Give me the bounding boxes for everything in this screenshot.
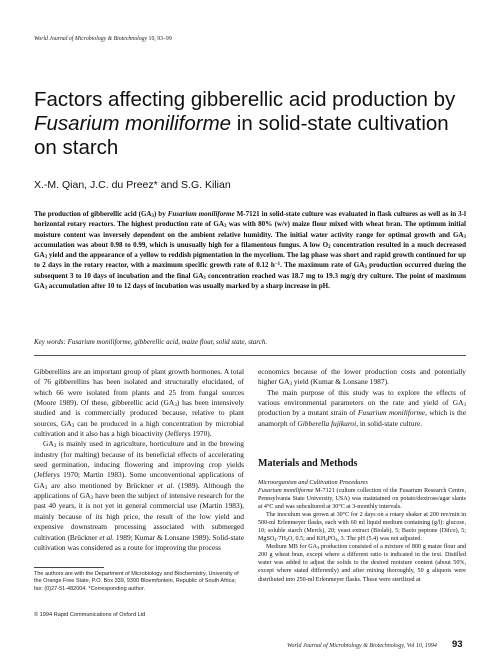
keywords-text: Fusarium moniliforme, gibberellic acid, maize flour, solid state, starch. (65, 338, 268, 346)
journal-citation: 10, 93–99 (147, 36, 172, 42)
methods-body (258, 487, 466, 584)
title-species: Fusarium moniliforme (34, 112, 232, 135)
methods-paragraph-1: Fusarium moniliforme M-7121 (culture collection of the Fusarium Research Centre, Pennsylvania State University, USA) was maintained on potato/dextrose/agar slants at 4°C and was subcultured at 30°C at 3-monthly intervals. (258, 488, 466, 511)
keywords (34, 338, 466, 346)
methods-paragraph-2: The inoculum was grown at 30°C for 2 days on a rotary shaker at 200 rev/min in 500-ml Erlenmeyer flasks, each with 60 ml liquid medium containing (g/l): glucose, 10; soluble starch (Merck), 20; yeast extract (Biolab), 5; Bacto peptone (Difco), 5; $MgSO_4\cdot 7H_2O$, 0.5; and $KH_2PO_4$, 3. The pH (5.4) was not adjusted. (258, 512, 466, 543)
right-column-body (258, 367, 466, 429)
title-part-1: Factors affecting gibberellic acid production by (34, 88, 456, 111)
keywords-label: Key words: (34, 338, 66, 346)
section-heading-methods: Materials and Methods (258, 458, 358, 469)
title-part-2: in solid-state cultivation on starch (34, 112, 449, 159)
author-list: X.-M. Qian, J.C. du Preez* and S.G. Kilian (34, 179, 231, 191)
article-title (34, 88, 464, 160)
copyright-notice: © 1994 Rapid Communications of Oxford Ltd (34, 612, 146, 618)
section-divider (34, 355, 466, 356)
left-column-body (34, 367, 244, 553)
journal-header (34, 36, 172, 42)
footnote-divider (34, 567, 104, 568)
journal-name: World Journal of Microbiology & Biotechnology (34, 36, 148, 42)
subsection-heading: Microorganism and Cultivation Procedures (258, 479, 368, 486)
footer-journal-line: World Journal of Microbiology & Biotechnology, Vol 10, 1994 (287, 643, 437, 649)
paragraph-intro-3: economics because of the lower production costs and potentially higher $GA_3$ yield (Kumar & Lonsane 1987). (258, 367, 466, 388)
paragraph-intro-4: The main purpose of this study was to explore the effects of various environmental parameters on the rate and yield of $GA_3$ production by a mutant strain of Fusarium moniliforme, which is the anamorph of Gibberella fujikuroi, in solid-state culture. (258, 387, 466, 428)
abstract: The production of gibberellic acid $(GA_3)$ by Fusarium moniliforme M-7121 in solid-state culture was evaluated in flask cultures as well as in 3-l horizontal rotary reactors. The highest production rate of $GA_3$ was with 80% (w/v) maize flour mixed with wheat bran. The optimum initial moisture content was inversely dependent on the ambient relative humidity. The initial water activity range for optimal growth and $GA_3$ accumulation was about 0.98 to 0.99, which is unusually high for a filamentous fungus. A low $O_2$ concentration resulted in a much decreased $GA_3$ yield and the appearance of a yellow to reddish pigmentation in the mycelium. The lag phase was short and rapid growth continued for up to 2 days in the rotary reactor, with a maximum specific growth rate of 0.12 $h^{-1}$. The maximum rate of $GA_3$ production occurred during the subsequent 3 to 10 days of incubation and the final $GA_3$ concentration reached was 18.7 mg to 19.3 mg/g dry culture. The point of maximum $GA_3$ accumulation after 10 to 12 days of incubation was usually marked by a sharp increase in pH. (34, 210, 467, 292)
page-number: 93 (452, 639, 463, 650)
paragraph-intro-2: $GA_3$ is mainly used in agriculture, horticulture and in the brewing industry (for malting) because of its beneficial effects of accelerating seed germination, inducing flowering and improving crop yields (Jefferys 1970; Martin 1983). Some unconventional applications of $GA_3$ are also mentioned by Brückner et al. (1989). Although the applications of $GA_3$ have been the subject of intensive research for the past 40 years, it is not yet in general commercial use (Martin 1983), mainly because of its high price, the result of the low yield and expensive downstream processing associated with submerged cultivation (Brückner et al. 1989; Kumar & Lonsane 1989). Solid-state cultivation was considered as a route for improving the process (34, 439, 245, 552)
methods-paragraph-3: Medium MB for $GA_3$ production consisted of a mixture of 800 g maize flour and 200 g wheat bran, except where a different ratio is indicated in the text. Distilled water was added to adjust the solids to the desired moisture content (about 50%, except where stated differently) and after mixing thoroughly, 50 g aliquots were distributed into 250-ml Erlenmeyer flasks. These were sterilized at (258, 544, 466, 583)
paragraph-intro-1: Gibberellins are an important group of plant growth hormones. A total of 76 gibberellins has been isolated and structurally elucidated, of which 66 were isolated from plants and 25 from fungal sources (Moore 1989). Of these, gibberellic acid $(GA_3)$ has been intensively studied and is commercially produced because, relative to plant sources, $GA_3$ can be produced in a high concentration by microbial cultivation and it also has a high bioactivity (Jefferys 1970). (34, 367, 244, 439)
affiliation-footnote: The authors are with the Department of Microbiology and Biochemistry, University of the Orange Free State, P.O. Box 339, 9300 Bloemfontein, Republic of South Africa; fax: (0)27-51-482004. *Corresponding author. (34, 571, 239, 592)
